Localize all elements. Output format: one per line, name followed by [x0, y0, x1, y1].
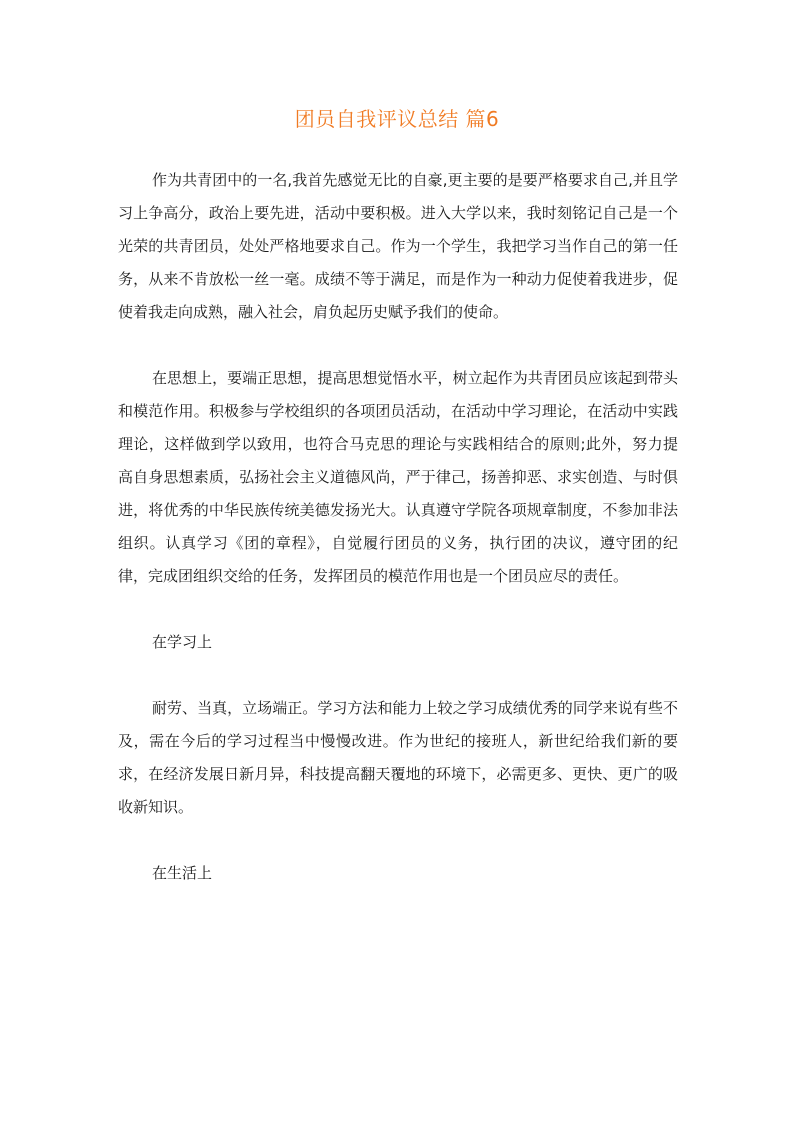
section-heading-study: 在学习上	[152, 633, 213, 651]
paragraph-study: 耐劳、当真，立场端正。学习方法和能力上较之学习成绩优秀的同学来说有些不及，需在今后的学习过程当中慢慢改进。作为世纪的接班人，新世纪给我们新的要求，在经济发展日新月异，科技提高翻天覆地的环境下，必需更多、更快、更广的吸收新知识。	[118, 699, 678, 816]
document-body	[118, 164, 678, 923]
document-title: 团员自我评议总结 篇6	[294, 107, 500, 131]
paragraph-thought: 在思想上，要端正思想，提高思想觉悟水平，树立起作为共青团员应该起到带头和模范作用。积极参与学校组织的各项团员活动，在活动中学习理论，在活动中实践理论，这样做到学以致用，也符合马克思的理论与实践相结合的原则;此外，努力提高自身思想素质，弘扬社会主义道德风尚，严于律己，扬善抑恶、求实创造、与时俱进，将优秀的中华民族传统美德发扬光大。认真遵守学院各项规章制度，不参加非法组织。认真学习《团的章程》，自觉履行团员的义务，执行团的决议，遵守团的纪律，完成团组织交给的任务，发挥团员的模范作用也是一个团员应尽的责任。	[118, 369, 678, 585]
section-heading-life: 在生活上	[152, 864, 213, 882]
paragraph-intro: 作为共青团中的一名,我首先感觉无比的自豪,更主要的是要严格要求自己,并且学习上争高分，政治上要先进，活动中要积极。进入大学以来，我时刻铭记自己是一个光荣的共青团员，处处严格地要求自己。作为一个学生，我把学习当作自己的第一任务，从来不肯放松一丝一毫。成绩不等于满足，而是作为一种动力促使着我进步，促使着我走向成熟，融入社会，肩负起历史赋予我们的使命。	[118, 171, 678, 321]
